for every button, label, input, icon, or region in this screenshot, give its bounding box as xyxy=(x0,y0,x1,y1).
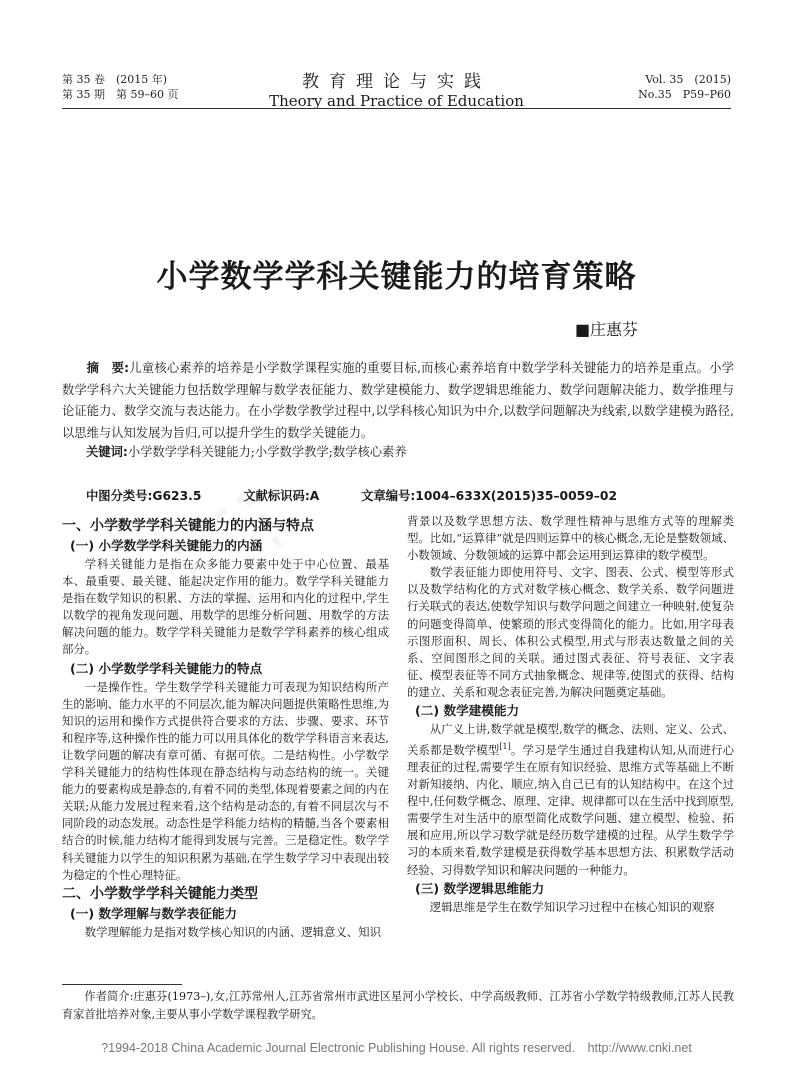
keywords-text: 小学数学学科关键能力;小学数学教学;数学核心素养 xyxy=(127,445,407,459)
abstract-text: 儿童核心素养的培养是小学数学课程实施的重要目标,而核心素养培育中数学学科关键能力的培养是重点。小学数学学科六大关键能力包括数学理解与数学表征能力、数学建模能力、数学逻辑思维能力、数学问题解决能力、数学推理与论证能力、数学交流与表达能力。在小学数学教学过程中,以学科核心知识为中介,以数学问题解决为线索,以数学建模为路径,以思维与认知发展为旨归,可以提升学生的数学关键能力。 xyxy=(62,361,734,440)
journal-name-en: Theory and Practice of Education xyxy=(269,92,524,110)
keywords-label: 关键词: xyxy=(86,445,128,459)
subsection-heading: (一) 数学理解与数学表征能力 xyxy=(70,905,238,921)
header-divider xyxy=(62,108,731,109)
journal-name-cn: 教育理论与实践 xyxy=(302,72,491,92)
abstract-label: 摘 要: xyxy=(86,361,130,375)
classification-line xyxy=(86,487,617,505)
issue-pages-line: 第 35 期 第 59–60 页 xyxy=(62,88,179,101)
volume-line: 第 35 卷 (2015 年) xyxy=(62,73,168,86)
section-heading: 一、小学数学学科关键能力的内涵与特点 xyxy=(62,518,314,534)
subsection-heading: (二) 小学数学学科关键能力的特点 xyxy=(70,660,263,676)
abstract xyxy=(62,358,734,444)
article-title: 小学数学学科关键能力的培育策略 xyxy=(156,259,637,295)
paragraph: 背景以及数学思想方法、数学理性精神与思维方式等的理解类型。比如,“运算律”就是四则运算中的核心概念,无论是整数领域、小数领域、分数领域的运算中都会运用到运算律的数学模型。 xyxy=(407,514,734,563)
paragraph: 数学理解能力是指对数学核心知识的内涵、逻辑意义、知识 xyxy=(84,924,381,939)
left-column xyxy=(62,516,389,941)
paragraph: 数学表征能力即使用符号、文字、图表、公式、模型等形式以及数学结构化的方式对数学核心概念、数学关系、数学问题进行关联式的表达,使数学知识与数学问题之间建立一种映射,使复杂的问题变得简单、使繁琐的形式变得简化的能力。比如,用字母表示图形面积、周长、体积公式模型,用式与形表达数量之间的关系、空间图形之间的关联。通过图式表征、符号表征、文字表征、模型表征等不同方式抽象概念、规律等,使图式的获得、结构的建立、关系和观念表征完善,为解决问题奠定基础。 xyxy=(407,565,734,699)
copyright-notice: ?1994-2018 China Academic Journal Electronic Publishing House. All rights reserved. http://www.cnki.net xyxy=(101,1041,692,1055)
subsection-heading: (一) 小学数学学科关键能力的内涵 xyxy=(70,538,263,553)
author-bio-footnote: 作者简介:庄惠芬(1973–),女,江苏常州人,江苏省常州市武进区星河小学校长、中学高级教师、江苏省小学数学特级教师,江苏人民教育家首批培养对象,主要从事小学数学课程教学研究。 xyxy=(62,990,734,1021)
author-name: ■庄惠芬 xyxy=(575,320,639,339)
section-heading: 二、小学数学学科关键能力类型 xyxy=(62,885,258,902)
paragraph: 逻辑思维是学生在数学知识学习过程中在核心知识的观察 xyxy=(429,899,715,914)
issue-pages-line-en: No.35 P59–P60 xyxy=(638,88,731,101)
clc-number: 中图分类号:G623.5 xyxy=(86,489,202,503)
subsection-heading: (二) 数学建模能力 xyxy=(415,703,520,719)
paragraph: 一是操作性。学生数学学科关键能力可表现为知识结构所产生的影响、能力水平的不同层次,能为解决问题提供策略性思维,为知识的运用和操作方式提供符合要求的方法、步骤、要求、环节和程序等,这种操作性的能力可以用具体化的数学学科语言来表达,让数学问题的解决有章可循、有据可依。二是结构性。小学数学学科关键能力的结构性体现在静态结构与动态结构的统一。关键能力的要素构成是静态的,有着不同的类型,体现着要素之间的内在关联;从能力发展过程来看,这个结构是动态的,有着不同层次与不同阶段的动态发展。动态性是学科能力结构的精髓,当各个要素相结合的时候,能力结构才能得到发展与完善。三是稳定性。数学学科关键能力以学生的知识积累为基础,在学生数学学习中表现出较为稳定的个性心理特征。 xyxy=(62,679,389,882)
right-column xyxy=(407,513,734,916)
paragraph: 学科关键能力是指在众多能力要素中处于中心位置、最基本、最重要、最关键、能起决定作用的能力。数学学科关键能力是指在数学知识的积累、方法的掌握、运用和内化的过程中,学生以数学的视角发现问题、用数学的思维分析问题、用数学的方法解决问题的能力。数学学科关键能力是数学学科素养的核心组成部分。 xyxy=(62,557,389,657)
article-number: 文章编号:1004–633X(2015)35–0059–02 xyxy=(361,489,618,503)
footnote-divider xyxy=(62,984,182,985)
subsection-heading: (三) 数学逻辑思维能力 xyxy=(415,880,545,896)
document-code: 文献标识码:A xyxy=(243,489,320,503)
journal-volume-info-en xyxy=(638,72,731,102)
volume-line-en: Vol. 35 (2015) xyxy=(645,73,731,86)
citation-ref[interactable]: [1] xyxy=(499,742,511,752)
paragraph xyxy=(407,721,734,879)
paragraph-text: 从广义上讲,数学就是模型,数学的概念、法则、定义、公式、关系都是数学模型 xyxy=(407,722,734,757)
paragraph-text: 。学习是学生通过自我建构认知,从而进行心理表征的过程,需要学生在原有知识经验、思维方式等基础上不断对新知接纳、内化、顺应,纳入自己已有的认知结构中。在这个过程中,任何数学概念、原理、定律、规律都可以在生活中找到原型,需要学生对生活中的原型简化成数学问题、建立模型、检验、拓展和应用,所以学习数学就是经历数学建模的过程。从学生数学学习的本质来看,数学建模是获得数学基本思想方法、积累数学活动经验、习得数学知识和解决问题的一种能力。 xyxy=(407,742,734,877)
keywords xyxy=(86,443,407,461)
